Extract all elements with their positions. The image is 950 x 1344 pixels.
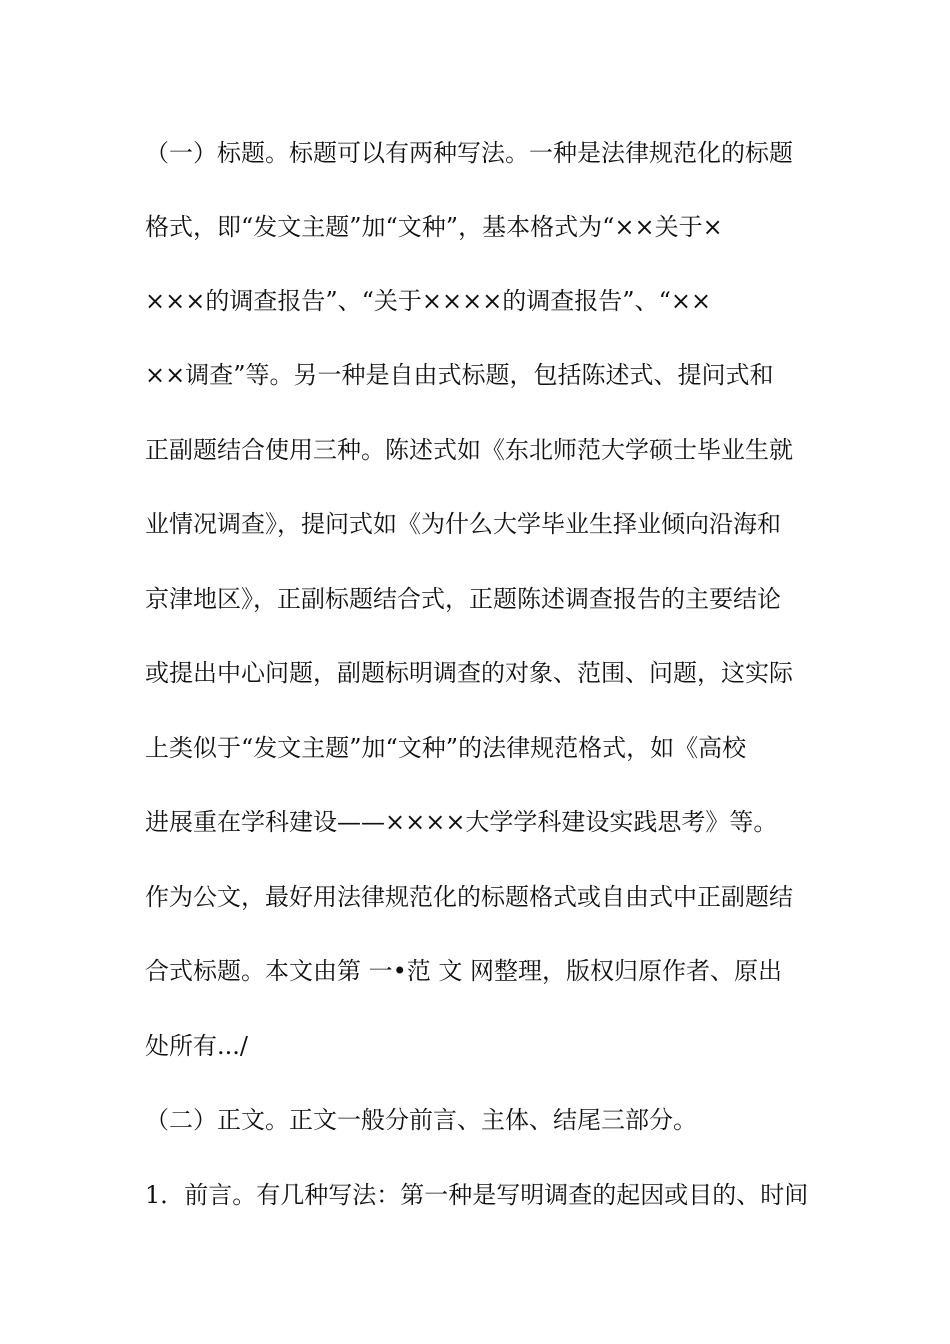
text-line-11: 作为公文，最好用法律规范化的标题格式或自由式中正副题结 [145, 883, 793, 911]
text-line-3: ×××的调查报告”、“关于××××的调查报告”、“×× [145, 287, 712, 315]
text-line-12: 合式标题。本文由第 一•范 文 网整理，版权归原作者、原出 [145, 957, 783, 985]
text-line-8: 或提出中心问题，副题标明调查的对象、范围、问题，这实际 [145, 659, 793, 687]
text-line-2: 格式，即“发文主题”加“文种”，基本格式为“××关于× [145, 213, 723, 241]
text-line-9: 上类似于“发文主题”加“文种”的法律规范格式，如《高校 [145, 734, 747, 762]
text-line-14: （二）正文。正文一般分前言、主体、结尾三部分。 [145, 1106, 697, 1134]
text-line-10: 进展重在学科建设——××××大学学科建设实践思考》等。 [145, 808, 778, 836]
text-line-4: ××调查”等。另一种是自由式标题，包括陈述式、提问式和 [145, 361, 774, 389]
text-line-15: 1．前言。有几种写法：第一种是写明调查的起因或目的、时间 [145, 1181, 809, 1209]
text-line-13: 处所有.../ [145, 1032, 248, 1060]
text-line-7: 京津地区》，正副标题结合式，正题陈述调查报告的主要结论 [145, 585, 781, 613]
text-line-6: 业情况调查》，提问式如《为什么大学毕业生择业倾向沿海和 [145, 510, 781, 538]
text-line-1: （一）标题。标题可以有两种写法。一种是法律规范化的标题 [145, 139, 793, 167]
text-line-5: 正副题结合使用三种。陈述式如《东北师范大学硕士毕业生就 [145, 436, 793, 464]
